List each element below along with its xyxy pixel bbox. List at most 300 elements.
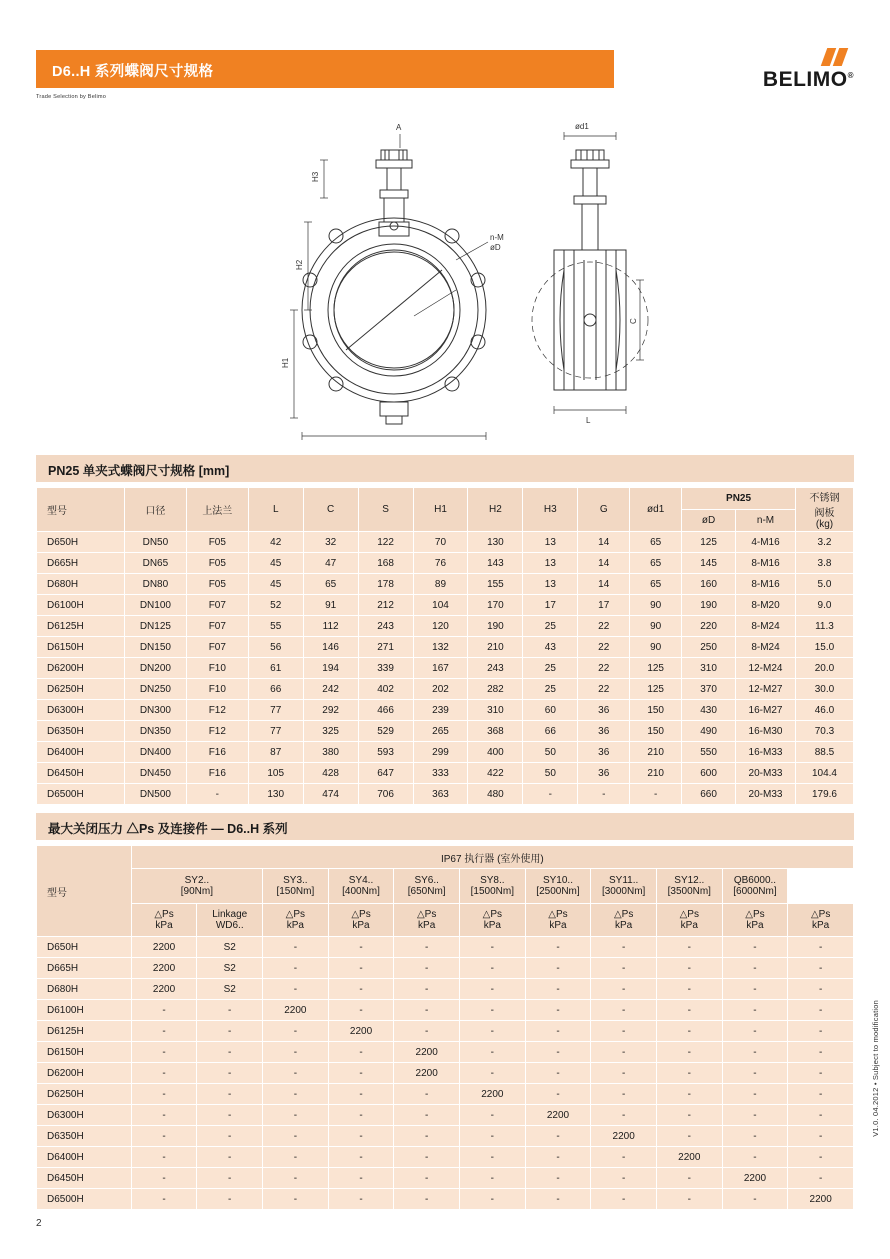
actuator-torque: [1500Nm]: [470, 886, 514, 897]
table-cell: -: [525, 1168, 591, 1189]
table-cell: -: [656, 1000, 722, 1021]
table-cell: 2200: [263, 1000, 329, 1021]
actuator-torque: [3500Nm]: [667, 886, 711, 897]
row-model: D6350H: [37, 1126, 132, 1147]
ps-unit-header: [591, 904, 657, 937]
table-cell: S2: [197, 937, 263, 958]
ps-unit-header: [263, 904, 329, 937]
ps-unit-header: [656, 904, 722, 937]
table-cell: 42: [248, 532, 303, 553]
table-cell: -: [394, 1084, 460, 1105]
row-model: D6450H: [37, 1168, 132, 1189]
table-cell: 179.6: [795, 784, 853, 805]
row-model: D6250H: [37, 1084, 132, 1105]
actuator-name: SY3..: [283, 875, 308, 886]
table-cell: -: [197, 1147, 263, 1168]
row-model: D6500H: [37, 784, 125, 805]
actuator-name: SY12..: [674, 875, 705, 886]
table-cell: 11.3: [795, 616, 853, 637]
table-cell: -: [591, 937, 657, 958]
kpa-unit: kPa: [680, 920, 698, 931]
table-row: [37, 637, 854, 658]
table-cell: 5.0: [795, 574, 853, 595]
table-row: [37, 979, 854, 1000]
table-cell: DN250: [124, 679, 186, 700]
table-cell: 65: [630, 532, 682, 553]
table-cell: 8-M16: [736, 574, 796, 595]
table-cell: 25: [523, 658, 578, 679]
table-cell: 105: [248, 763, 303, 784]
table-cell: -: [525, 979, 591, 1000]
table-cell: 490: [682, 721, 736, 742]
actuator-torque: [400Nm]: [342, 886, 380, 897]
table-cell: 2200: [131, 979, 197, 1000]
table-cell: 400: [468, 742, 523, 763]
table-cell: F10: [186, 658, 248, 679]
table-cell: DN65: [124, 553, 186, 574]
table-cell: 22: [578, 679, 630, 700]
table-cell: -: [460, 1189, 526, 1210]
table-row: [37, 1105, 854, 1126]
table-cell: F12: [186, 700, 248, 721]
table-cell: -: [197, 1063, 263, 1084]
table-cell: 20-M33: [736, 784, 796, 805]
table-cell: 299: [413, 742, 468, 763]
table-row: [37, 532, 854, 553]
table-cell: -: [263, 1063, 329, 1084]
table-row: [37, 763, 854, 784]
table-cell: 2200: [394, 1042, 460, 1063]
table-row: [37, 784, 854, 805]
table-cell: 143: [468, 553, 523, 574]
ps-unit-header: [525, 904, 591, 937]
table-cell: 265: [413, 721, 468, 742]
row-model: D6300H: [37, 700, 125, 721]
row-model: D6125H: [37, 616, 125, 637]
row-model: D6400H: [37, 742, 125, 763]
table-cell: -: [328, 958, 394, 979]
table-cell: 17: [578, 595, 630, 616]
page-number: 2: [36, 1218, 42, 1229]
table-cell: -: [788, 1147, 854, 1168]
table-cell: 52: [248, 595, 303, 616]
table-cell: 250: [682, 637, 736, 658]
table-cell: 310: [682, 658, 736, 679]
row-model: D6450H: [37, 763, 125, 784]
label-h2: H2: [295, 259, 304, 270]
table-cell: -: [394, 1000, 460, 1021]
table-cell: -: [591, 1042, 657, 1063]
table-cell: F07: [186, 595, 248, 616]
col-weight-l3: (kg): [815, 519, 834, 530]
table-cell: -: [591, 1147, 657, 1168]
table-cell: -: [197, 1021, 263, 1042]
table-cell: F10: [186, 679, 248, 700]
table-cell: F12: [186, 721, 248, 742]
table-cell: -: [578, 784, 630, 805]
table-cell: 77: [248, 721, 303, 742]
row-model: D6100H: [37, 595, 125, 616]
table-cell: -: [263, 1147, 329, 1168]
label-c: C: [629, 318, 638, 324]
table-cell: 466: [358, 700, 413, 721]
table-cell: 22: [578, 616, 630, 637]
table-cell: -: [131, 1189, 197, 1210]
actuator-torque: [6000Nm]: [733, 886, 777, 897]
ps-unit-header: [328, 904, 394, 937]
ps-unit-header: [131, 904, 197, 937]
col-c: C: [303, 488, 358, 532]
table-cell: -: [460, 958, 526, 979]
table-cell: -: [591, 1063, 657, 1084]
kpa-unit: kPa: [155, 920, 173, 931]
table-cell: -: [394, 979, 460, 1000]
col-weight: [795, 488, 853, 532]
table-cell: 647: [358, 763, 413, 784]
table-cell: 243: [468, 658, 523, 679]
table-row: [37, 1000, 854, 1021]
table-cell: DN200: [124, 658, 186, 679]
table-cell: 474: [303, 784, 358, 805]
table-cell: 2200: [788, 1189, 854, 1210]
row-model: D6125H: [37, 1021, 132, 1042]
table-cell: DN80: [124, 574, 186, 595]
table-cell: -: [722, 1063, 788, 1084]
table-cell: -: [460, 1021, 526, 1042]
row-model: D6200H: [37, 1063, 132, 1084]
table-cell: 2200: [525, 1105, 591, 1126]
table-cell: 167: [413, 658, 468, 679]
table-cell: 2200: [722, 1168, 788, 1189]
kpa-unit: kPa: [418, 920, 436, 931]
row-model: D6100H: [37, 1000, 132, 1021]
table-cell: -: [722, 1147, 788, 1168]
table-cell: -: [394, 1021, 460, 1042]
table-cell: 36: [578, 742, 630, 763]
table-row: [37, 1084, 854, 1105]
table-cell: -: [394, 1189, 460, 1210]
table-cell: -: [788, 1042, 854, 1063]
table-cell: -: [394, 1105, 460, 1126]
kpa-unit: kPa: [615, 920, 633, 931]
table-cell: -: [131, 1126, 197, 1147]
table-cell: 8-M24: [736, 637, 796, 658]
table-cell: 8-M16: [736, 553, 796, 574]
table-cell: 210: [630, 763, 682, 784]
table-cell: 282: [468, 679, 523, 700]
table-cell: F05: [186, 532, 248, 553]
table-cell: 370: [682, 679, 736, 700]
logo-registered-icon: ®: [847, 71, 854, 80]
table-cell: -: [263, 958, 329, 979]
table-row: [37, 595, 854, 616]
table-row: [37, 958, 854, 979]
table-cell: 90: [630, 595, 682, 616]
table-cell: 50: [523, 763, 578, 784]
table-cell: -: [460, 1105, 526, 1126]
actuator-header: [525, 869, 591, 904]
table-cell: -: [263, 1105, 329, 1126]
table-cell: -: [591, 1084, 657, 1105]
col-h1: H1: [413, 488, 468, 532]
actuator-header: [394, 869, 460, 904]
table-cell: -: [591, 1000, 657, 1021]
belimo-logo-icon: [802, 48, 854, 66]
table-cell: -: [394, 1168, 460, 1189]
row-model: D650H: [37, 532, 125, 553]
table-cell: -: [656, 1189, 722, 1210]
table-cell: 66: [523, 721, 578, 742]
table-cell: -: [591, 1105, 657, 1126]
row-model: D6350H: [37, 721, 125, 742]
table-cell: 339: [358, 658, 413, 679]
table-row: [37, 679, 854, 700]
table-cell: -: [788, 937, 854, 958]
table-cell: 660: [682, 784, 736, 805]
table-cell: -: [460, 1126, 526, 1147]
actuator-group-header: IP67 执行器 (室外使用): [131, 846, 853, 869]
col-d1: ød1: [630, 488, 682, 532]
section-1-header: [36, 455, 854, 482]
ps-symbol: △Ps: [745, 909, 765, 920]
table-cell: -: [394, 937, 460, 958]
table-cell: 243: [358, 616, 413, 637]
table-cell: -: [131, 1168, 197, 1189]
table-cell: -: [656, 1084, 722, 1105]
actuator-header: [656, 869, 722, 904]
table-cell: DN150: [124, 637, 186, 658]
kpa-unit: kPa: [352, 920, 370, 931]
table-cell: -: [131, 1105, 197, 1126]
col-s: S: [358, 488, 413, 532]
table-cell: DN500: [124, 784, 186, 805]
table-cell: 30.0: [795, 679, 853, 700]
table-cell: -: [263, 1042, 329, 1063]
table-cell: -: [722, 1126, 788, 1147]
table-cell: -: [591, 979, 657, 1000]
row-model: D6200H: [37, 658, 125, 679]
table-cell: 529: [358, 721, 413, 742]
table-cell: -: [656, 1168, 722, 1189]
table-cell: -: [656, 1063, 722, 1084]
table-cell: -: [328, 1105, 394, 1126]
table-cell: -: [523, 784, 578, 805]
table-cell: 132: [413, 637, 468, 658]
table-cell: 2200: [656, 1147, 722, 1168]
label-l: L: [586, 416, 591, 425]
table-cell: 2200: [460, 1084, 526, 1105]
table-cell: -: [263, 1189, 329, 1210]
col-bore: 口径: [124, 488, 186, 532]
actuator-header: [591, 869, 657, 904]
table-cell: 120: [413, 616, 468, 637]
table-cell: DN50: [124, 532, 186, 553]
table-cell: 220: [682, 616, 736, 637]
table-cell: -: [722, 1042, 788, 1063]
table-cell: -: [656, 1021, 722, 1042]
actuator-header: [328, 869, 394, 904]
version-note: V1.0. 04.2012 • Subject to modification: [871, 1000, 880, 1137]
table-cell: 61: [248, 658, 303, 679]
table-cell: -: [197, 1105, 263, 1126]
actuator-torque: [2500Nm]: [536, 886, 580, 897]
table-cell: -: [788, 1126, 854, 1147]
table-cell: 4-M16: [736, 532, 796, 553]
table-cell: 210: [630, 742, 682, 763]
table-cell: F05: [186, 574, 248, 595]
ps-symbol: △Ps: [416, 909, 437, 920]
kpa-unit: kPa: [812, 920, 830, 931]
unit-row: [37, 904, 854, 937]
table-cell: 55: [248, 616, 303, 637]
table-row: [37, 616, 854, 637]
col-weight-l2: 阀板: [814, 508, 835, 519]
table-cell: 125: [682, 532, 736, 553]
ps-symbol: △Ps: [154, 909, 174, 920]
table-row: [37, 574, 854, 595]
col-pn25-group: PN25: [682, 488, 796, 510]
table-cell: F05: [186, 553, 248, 574]
table-cell: 168: [358, 553, 413, 574]
actuator-name: SY4..: [348, 875, 374, 886]
table-cell: -: [525, 958, 591, 979]
table-row: [37, 1021, 854, 1042]
table-cell: 32: [303, 532, 358, 553]
actuator-header: [722, 869, 788, 904]
linkage-header: [197, 904, 263, 937]
table-cell: -: [460, 937, 526, 958]
row-model: D6150H: [37, 1042, 132, 1063]
table-cell: 178: [358, 574, 413, 595]
actuator-torque: [90Nm]: [180, 886, 213, 897]
table-cell: 16-M27: [736, 700, 796, 721]
table-cell: DN400: [124, 742, 186, 763]
table-row: [37, 1147, 854, 1168]
table-cell: -: [788, 1021, 854, 1042]
table-cell: DN100: [124, 595, 186, 616]
table-cell: -: [328, 937, 394, 958]
dimensions-table-head: [37, 488, 854, 532]
label-h3: H3: [311, 171, 320, 182]
table-cell: -: [328, 1000, 394, 1021]
actuator-name: SY2..: [184, 875, 210, 886]
table-cell: -: [460, 1168, 526, 1189]
table-cell: DN350: [124, 721, 186, 742]
col-topflange: 上法兰: [186, 488, 248, 532]
table-row: [37, 658, 854, 679]
table-cell: -: [131, 1147, 197, 1168]
table-row: [37, 937, 854, 958]
technical-drawing: [36, 110, 854, 440]
table-cell: 36: [578, 721, 630, 742]
table-cell: -: [591, 1168, 657, 1189]
actuator-torque: [150Nm]: [276, 886, 315, 897]
table-cell: 122: [358, 532, 413, 553]
table-cell: 47: [303, 553, 358, 574]
table-cell: 13: [523, 574, 578, 595]
table-row: [37, 1042, 854, 1063]
table-cell: 550: [682, 742, 736, 763]
row-model: D680H: [37, 574, 125, 595]
table-cell: 160: [682, 574, 736, 595]
table-cell: -: [656, 1042, 722, 1063]
label-a: A: [396, 123, 402, 132]
row-model: D6500H: [37, 1189, 132, 1210]
table-cell: 190: [682, 595, 736, 616]
col-g: G: [578, 488, 630, 532]
col-pn25-nm: n-M: [736, 510, 796, 532]
actuator-header: [460, 869, 526, 904]
table-cell: 12-M27: [736, 679, 796, 700]
table-cell: 14: [578, 532, 630, 553]
table-cell: 480: [468, 784, 523, 805]
table-cell: 363: [413, 784, 468, 805]
table-cell: 190: [468, 616, 523, 637]
table-cell: 155: [468, 574, 523, 595]
table-cell: F16: [186, 763, 248, 784]
table-cell: -: [591, 1021, 657, 1042]
col-weight-l1: 不锈钢: [809, 493, 840, 504]
table-cell: -: [460, 1000, 526, 1021]
table-cell: 46.0: [795, 700, 853, 721]
table-header-row: [37, 846, 854, 869]
table-cell: 292: [303, 700, 358, 721]
table-cell: 130: [468, 532, 523, 553]
actuator-name: QB6000..: [733, 875, 777, 886]
table-cell: 90: [630, 616, 682, 637]
table-cell: 430: [682, 700, 736, 721]
col-model: 型号: [37, 488, 125, 532]
label-h1: H1: [281, 357, 290, 368]
table-cell: -: [460, 1147, 526, 1168]
table-row: [37, 1168, 854, 1189]
table-cell: -: [263, 1084, 329, 1105]
actuator-header: [263, 869, 329, 904]
actuator-header: [131, 869, 262, 904]
table-row: [37, 742, 854, 763]
closing-pressure-table-head: [37, 846, 854, 937]
table-cell: -: [525, 1084, 591, 1105]
table-cell: 66: [248, 679, 303, 700]
table-cell: 56: [248, 637, 303, 658]
label-n-m: n-M: [490, 233, 504, 242]
ps-symbol: △Ps: [679, 909, 699, 920]
table-cell: -: [722, 1084, 788, 1105]
table-cell: 90: [630, 637, 682, 658]
table-cell: 17: [523, 595, 578, 616]
table-cell: -: [656, 979, 722, 1000]
table-row: [37, 553, 854, 574]
dimensions-table: [36, 487, 854, 805]
row-model: D6150H: [37, 637, 125, 658]
table-cell: -: [197, 1042, 263, 1063]
actuator-name: SY6..: [414, 875, 439, 886]
table-cell: 130: [248, 784, 303, 805]
table-cell: 76: [413, 553, 468, 574]
table-cell: -: [656, 958, 722, 979]
ps-symbol: △Ps: [613, 909, 634, 920]
table-cell: -: [328, 1063, 394, 1084]
table-cell: -: [591, 958, 657, 979]
table-cell: 112: [303, 616, 358, 637]
table-cell: 2200: [591, 1126, 657, 1147]
row-model: D6300H: [37, 1105, 132, 1126]
table-cell: -: [263, 1168, 329, 1189]
table-cell: 104.4: [795, 763, 853, 784]
belimo-logo-text: [763, 69, 854, 90]
section-1-title: PN25 单夹式蝶阀尺寸规格 [mm]: [48, 464, 230, 478]
table-cell: 43: [523, 637, 578, 658]
